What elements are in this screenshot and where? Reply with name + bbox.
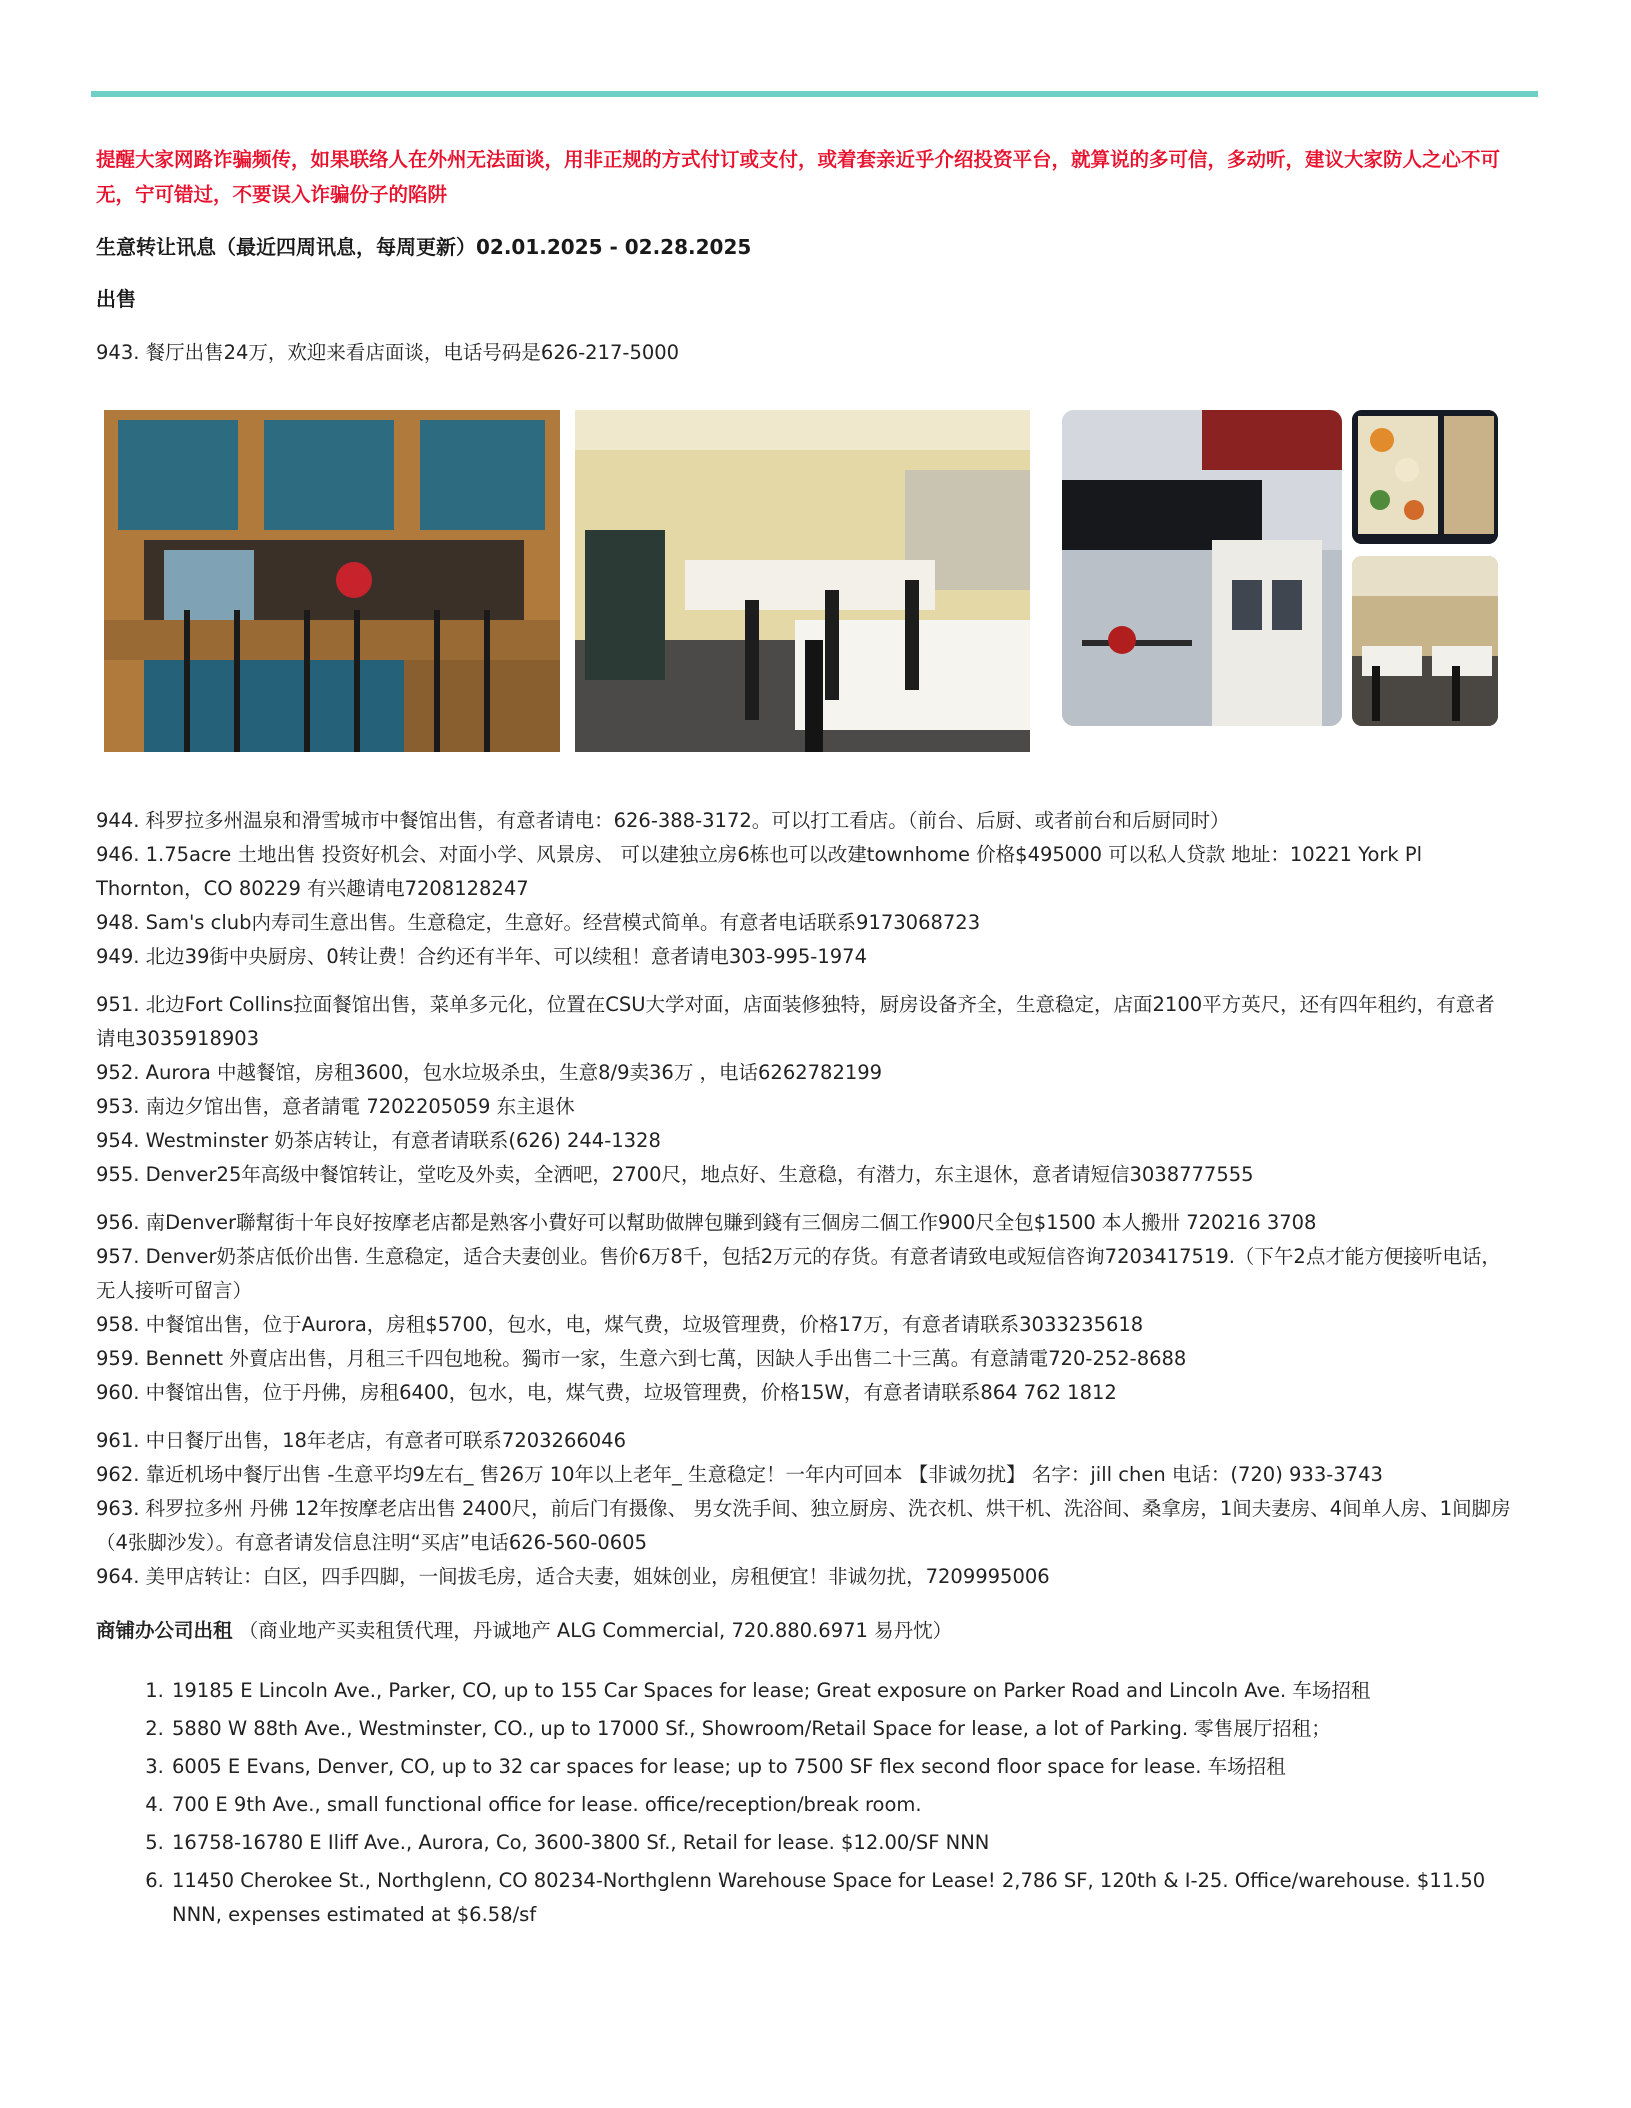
dining-room-photo — [575, 410, 1030, 752]
list-item: 946. 1.75acre 土地出售 投资好机会、对面小学、风景房、 可以建独立房6栋也可以改建townhome 价格$495000 可以私人贷款 地址：10221 York Pl Thornton，CO 80229 有兴趣请电7208128247 — [96, 843, 1423, 900]
interior-dining-photo — [1352, 556, 1498, 726]
rental-list — [96, 1674, 1511, 1932]
photo-gallery — [96, 410, 1511, 762]
list-item: 956. 南Denver聯幫街十年良好按摩老店都是熟客小費好可以幫助做牌包賺到錢有三個房二個工作900尺全包$1500 本人搬卅 720216 3708 — [96, 1211, 1317, 1234]
content — [96, 142, 1511, 1936]
rental-item: 2. 5880 W 88th Ave., Westminster, CO., up to 17000 Sf., Showroom/Retail Space for lease, a lot of Parking. 零售展厅招租； — [170, 1712, 1511, 1746]
list-item: 955. Denver25年高级中餐馆转让，堂吃及外卖，全洒吧，2700尺，地点好、生意稳，有潜力，东主退休，意者请短信3038777555 — [96, 1163, 1254, 1186]
storefront-photo — [1062, 410, 1342, 726]
listing-group-1 — [96, 804, 1511, 974]
rental-item: 5. 16758-16780 E Iliff Ave., Aurora, Co, 3600-3800 Sf., Retail for lease. $12.00/SF NNN — [170, 1826, 1511, 1860]
list-item: 961. 中日餐厅出售，18年老店，有意者可联系7203266046 — [96, 1429, 626, 1452]
scam-warning: 提醒大家网路诈骗频传，如果联络人在外州无法面谈，用非正规的方式付订或支付，或着套亲近乎介绍投资平台，就算说的多可信，多动听，建议大家防人之心不可无，宁可错过，不要误入诈骗份子的陷阱 — [96, 148, 1501, 206]
list-item: 960. 中餐馆出售，位于丹佛，房租6400，包水，电，煤气费，垃圾管理费，价格15W，有意者请联系864 762 1812 — [96, 1381, 1117, 1404]
list-item: 944. 科罗拉多州温泉和滑雪城市中餐馆出售，有意者请电：626-388-3172。可以打工看店。（前台、后厨、或者前台和后厨同时） — [96, 809, 1230, 832]
list-item: 948. Sam's club内寿司生意出售。生意稳定，生意好。经营模式简单。有意者电话联系9173068723 — [96, 911, 981, 934]
food-dish-photo — [1352, 410, 1498, 544]
list-item: 957. Denver奶茶店低价出售. 生意稳定，适合夫妻创业。售价6万8千，包括2万元的存货。有意者请致电或短信咨询7203417519.（下午2点才能方便接听电话，无人接听可留言） — [96, 1245, 1501, 1302]
list-item: 964. 美甲店转让：白区，四手四脚，一间拔毛房，适合夫妻，姐妹创业，房租便宜！非诚勿扰，7209995006 — [96, 1565, 1050, 1588]
sale-heading: 出售 — [96, 287, 136, 311]
listing-943: 943. 餐厅出售24万，欢迎来看店面谈，电话号码是626-217-5000 — [96, 341, 680, 364]
list-item: 954. Westminster 奶茶店转让，有意者请联系(626) 244-1328 — [96, 1129, 661, 1152]
page-title: 生意转让讯息（最近四周讯息，每周更新）02.01.2025 - 02.28.2025 — [96, 235, 752, 259]
restaurant-bar-photo — [104, 410, 560, 752]
rental-section-heading — [96, 1614, 1511, 1648]
listing-group-2 — [96, 988, 1511, 1192]
listing-group-4 — [96, 1424, 1511, 1594]
list-item: 951. 北边Fort Collins拉面餐馆出售，菜单多元化，位置在CSU大学对面，店面装修独特，厨房设备齐全，生意稳定，店面2100平方英尺，还有四年租约，有意者请电3035918903 — [96, 993, 1495, 1050]
listing-group-3 — [96, 1206, 1511, 1410]
top-divider — [91, 91, 1538, 97]
list-item: 959. Bennett 外賣店出售，月租三千四包地稅。獨市一家，生意六到七萬，因缺人手出售二十三萬。有意請電720-252-8688 — [96, 1347, 1187, 1370]
rental-item: 6. 11450 Cherokee St., Northglenn, CO 80234-Northglenn Warehouse Space for Lease! 2,786 SF, 120th & I-25. Office/warehouse. $11.50 NNN, expenses estimated at $6.58/sf — [170, 1864, 1511, 1932]
list-item: 962. 靠近机场中餐厅出售 -生意平均9左右_ 售26万 10年以上老年_ 生意稳定！一年内可回本 【非诚勿扰】 名字：jill chen 电话：(720) 933-3743 — [96, 1463, 1383, 1486]
list-item: 949. 北边39街中央厨房、0转让费！合约还有半年、可以续租！意者请电303-995-1974 — [96, 945, 867, 968]
list-item: 958. 中餐馆出售，位于Aurora，房租$5700，包水，电，煤气费，垃圾管理费，价格17万，有意者请联系3033235618 — [96, 1313, 1144, 1336]
rental-item: 4. 700 E 9th Ave., small functional office for lease. office/reception/break room. — [170, 1788, 1511, 1822]
list-item: 952. Aurora 中越餐馆，房租3600，包水垃圾杀虫，生意8/9卖36万 ，电话6262782199 — [96, 1061, 883, 1084]
rental-note: （商业地产买卖租赁代理，丹诚地产 ALG Commercial, 720.880.6971 易丹忱） — [232, 1619, 953, 1642]
list-item: 963. 科罗拉多州 丹佛 12年按摩老店出售 2400尺，前后门有摄像、 男女洗手间、独立厨房、洗衣机、烘干机、洗浴间、桑拿房，1间夫妻房、4间单人房、1间脚房（4张脚沙发）。有意者请发信息注明“买店”电话626-560-0605 — [96, 1497, 1511, 1554]
rental-item: 3. 6005 E Evans, Denver, CO, up to 32 car spaces for lease; up to 7500 SF flex second floor space for lease. 车场招租 — [170, 1750, 1511, 1784]
rental-heading: 商铺办公司出租 — [96, 1619, 233, 1642]
rental-item: 1. 19185 E Lincoln Ave., Parker, CO, up to 155 Car Spaces for lease; Great exposure on Parker Road and Lincoln Ave. 车场招租 — [170, 1674, 1511, 1708]
list-item: 953. 南边夕馆出售，意者請電 7202205059 东主退休 — [96, 1095, 575, 1118]
